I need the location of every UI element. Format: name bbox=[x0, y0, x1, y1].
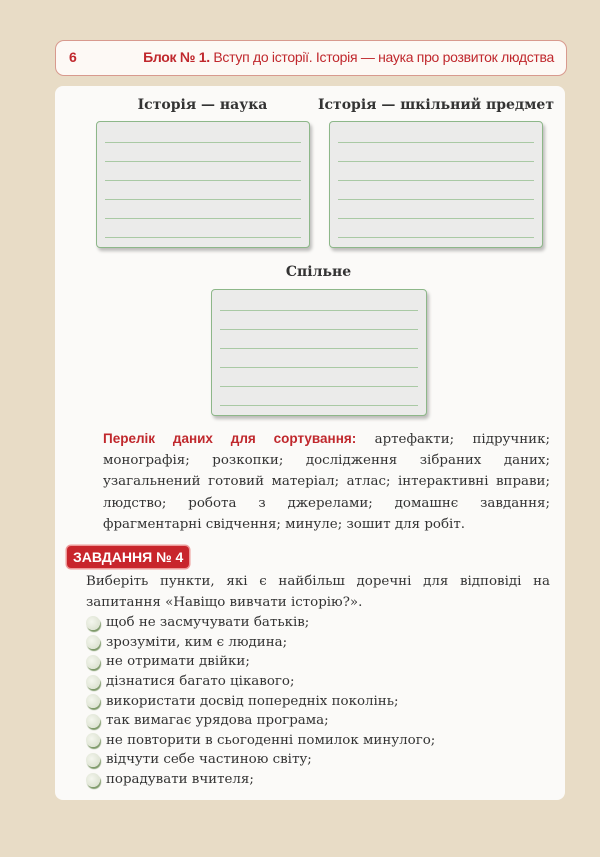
option-label: використати досвід попередніх поколінь; bbox=[106, 693, 399, 709]
radio-icon[interactable] bbox=[86, 635, 100, 649]
common-box-label: Спільне bbox=[285, 264, 352, 280]
sorting-text: артефакти; підручник; монографія; розкопки; дослідження зібраних даних; узагальнений готовий матеріал; атлас; інтерактивні вправи; людство; робота з джерелами; домашнє завдання; фрагментарні свідчення; минуле; зошит для робіт. bbox=[103, 432, 550, 532]
writing-line bbox=[105, 218, 301, 219]
radio-icon[interactable] bbox=[86, 714, 100, 728]
task-badge: ЗАВДАННЯ № 4 bbox=[67, 546, 189, 568]
writing-line bbox=[220, 405, 418, 406]
writing-line bbox=[338, 161, 534, 162]
option-label: дізнатися багато цікавого; bbox=[106, 674, 295, 690]
option-item[interactable] bbox=[86, 770, 435, 790]
radio-icon[interactable] bbox=[86, 694, 100, 708]
school-subject-answer-box[interactable] bbox=[329, 121, 543, 248]
radio-icon[interactable] bbox=[86, 773, 100, 787]
writing-line bbox=[105, 180, 301, 181]
writing-line bbox=[220, 367, 418, 368]
page-header bbox=[55, 40, 567, 76]
common-answer-box[interactable] bbox=[211, 289, 427, 416]
writing-line bbox=[105, 237, 301, 238]
writing-line bbox=[105, 142, 301, 143]
writing-line bbox=[105, 199, 301, 200]
option-label: порадувати вчителя; bbox=[106, 772, 254, 788]
writing-line bbox=[105, 161, 301, 162]
option-item[interactable] bbox=[86, 750, 435, 770]
sorting-list bbox=[103, 429, 550, 535]
chapter-title: Вступ до історії. Історія — наука про розвиток людства bbox=[213, 49, 554, 65]
writing-line bbox=[220, 310, 418, 311]
option-item[interactable] bbox=[86, 691, 435, 711]
writing-line bbox=[338, 218, 534, 219]
writing-line bbox=[220, 329, 418, 330]
header-title bbox=[143, 49, 554, 65]
option-label: не отримати двійки; bbox=[106, 654, 250, 670]
writing-line bbox=[220, 386, 418, 387]
radio-icon[interactable] bbox=[86, 675, 100, 689]
left-box-label: Історія — наука bbox=[137, 97, 268, 113]
task-question: Виберіть пункти, які є найбільш доречні для відповіді на запитання «Навіщо вивчати історію?». bbox=[86, 574, 550, 610]
option-label: відчути себе частиною світу; bbox=[106, 752, 312, 768]
radio-icon[interactable] bbox=[86, 733, 100, 747]
option-label: не повторити в сьогоденні помилок минулого; bbox=[106, 732, 436, 748]
radio-icon[interactable] bbox=[86, 655, 100, 669]
writing-line bbox=[220, 348, 418, 349]
option-item[interactable] bbox=[86, 613, 435, 633]
writing-line bbox=[338, 237, 534, 238]
science-answer-box[interactable] bbox=[96, 121, 310, 248]
block-label: Блок № 1. bbox=[143, 49, 210, 65]
option-label: щоб не засмучувати батьків; bbox=[106, 615, 310, 631]
option-item[interactable] bbox=[86, 652, 435, 672]
option-label: так вимагає урядова програма; bbox=[106, 713, 329, 729]
option-item[interactable] bbox=[86, 672, 435, 692]
writing-line bbox=[338, 142, 534, 143]
options-list bbox=[86, 613, 435, 789]
option-item[interactable] bbox=[86, 633, 435, 653]
radio-icon[interactable] bbox=[86, 616, 100, 630]
option-label: зрозуміти, ким є людина; bbox=[106, 634, 288, 650]
radio-icon[interactable] bbox=[86, 753, 100, 767]
option-item[interactable] bbox=[86, 711, 435, 731]
right-box-label: Історія — шкільний предмет bbox=[317, 97, 555, 113]
option-item[interactable] bbox=[86, 731, 435, 751]
writing-line bbox=[338, 180, 534, 181]
sorting-label: Перелік даних для сортування: bbox=[103, 431, 357, 446]
writing-line bbox=[338, 199, 534, 200]
page-number: 6 bbox=[69, 49, 77, 65]
